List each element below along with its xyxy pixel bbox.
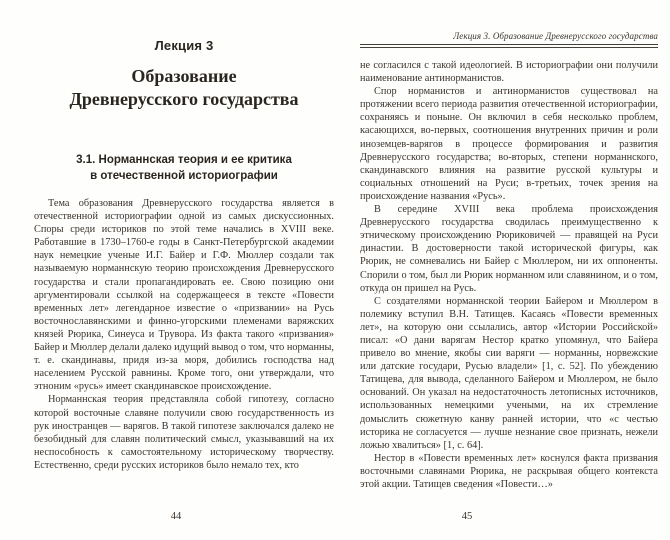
paragraph: Спор норманистов и антинорманистов существовал на протяжении всего периода развития отечественной историографии, сохраняясь и поныне. Он включил в себя несколько проблем, касающихся, во-первых, соотношения внутренних причин и роли иноземцев-варягов в процессе формирования и развития Древнерусского государства; во-вторых, степени норманнского, скандинавского влияния на развитие русской культуры и социальных отношений на Руси; в-третьих, точек зрения на происхождение названия «Русь».: [360, 86, 658, 202]
running-header: Лекция 3. Образование Древнерусского государства: [453, 31, 658, 41]
left-page-body: [34, 197, 334, 472]
section-heading: [34, 153, 334, 184]
section-heading-line2: в отечественной историографии: [90, 169, 278, 182]
header-rule: [360, 44, 658, 48]
paragraph: В середине XVIII века проблема происхождения Древнерусского государства сводилась преимущественно к этническому происхождению Рюриковичей — правящей на Руси династии. В достоверности такой исторической фигуры, как Рюрик, не сомневались ни Байер с Мюллером, ни их оппоненты. Спорили о том, был ли Рюрик норманном или славянином, и о том, откуда он пришел на Русь.: [360, 204, 658, 294]
paragraph: С создателями норманнской теории Байером и Мюллером в полемику вступил В.Н. Татищев. Касаясь «Повести временных лет», на которую они ссылались, автор «Истории Российской» писал: «О дани варягам Нестор кратко упомянул, что Байера привело во мнение, якобы сии варяги — норманны, норвежские или датские государи, Русью владели» [1, с. 52]. По убеждению Татищева, для вывода, сделанного Байером и Мюллером, не было оснований. Он указал на недостаточность летописных источников, использованных немецкими учеными, на их стремление домыслить сюжетную канву ранней истории, что «с честью историка не согласуется — лучше незнание свое признать, нежели ложью хвалиться» [1, с. 64].: [360, 295, 658, 451]
chapter-label: Лекция 3: [154, 38, 214, 53]
section-heading-line1: 3.1. Норманнская теория и ее критика: [76, 154, 292, 166]
right-page: [360, 0, 658, 540]
paragraph: Тема образования Древнерусского государства является в отечественной историографии одной из самых дискуссионных. Споры среди историков по этой теме начались в XVIII веке. Работавшие в 1730–1760-е годы в Санкт-Петербургской академии наук немецкие ученые И.Г. Байер и Г.Ф. Мюллер создали так называемую норманнскую теорию происхождения Древнерусского государства и стали пропагандировать ее. Свою позицию они аргументировали ссылкой на содержащееся в тексте «Повести временных лет» легендарное известие о «призвании» на Русь восточнославянскими и финно-угорскими племенами варяжских князей Рюрика, Синеуса и Трувора. Из факта такого «призвания» Байер и Мюллер делали далеко идущий вывод о том, что норманны, т. е. скандинавы, придя из-за моря, добились господства над населением Русской равнины. Кроме того, они утверждали, что этноним «русь» имеет скандинавское происхождение.: [34, 198, 334, 393]
chapter-title-line1: Образование: [131, 66, 237, 86]
left-page: [34, 0, 334, 540]
paragraph: не согласился с такой идеологией. В историографии они получили наименование антинорманистов.: [360, 60, 658, 85]
chapter-title-line2: Древнерусского государства: [69, 89, 299, 109]
paragraph: Нестор в «Повести временных лет» коснулся факта призвания восточными славянами Рюрика, не раскрывая общего контекста этой акции. Татищев сведения «Повести…»: [360, 452, 658, 490]
page-number-left: 44: [170, 511, 182, 522]
chapter-title: [34, 65, 334, 111]
paragraph: Норманнская теория представляла собой гипотезу, согласно которой восточные славяне получили свою государственность из рук иностранцев — варягов. В такой гипотезе заключался далеко не безобидный для славян политический смысл, указывавший на их неспособность к самостоятельному историческому творчеству. Естественно, среди русских историков было немало тех, кто: [34, 394, 334, 471]
right-page-body: [360, 59, 658, 491]
page-number-right: 45: [461, 511, 473, 522]
